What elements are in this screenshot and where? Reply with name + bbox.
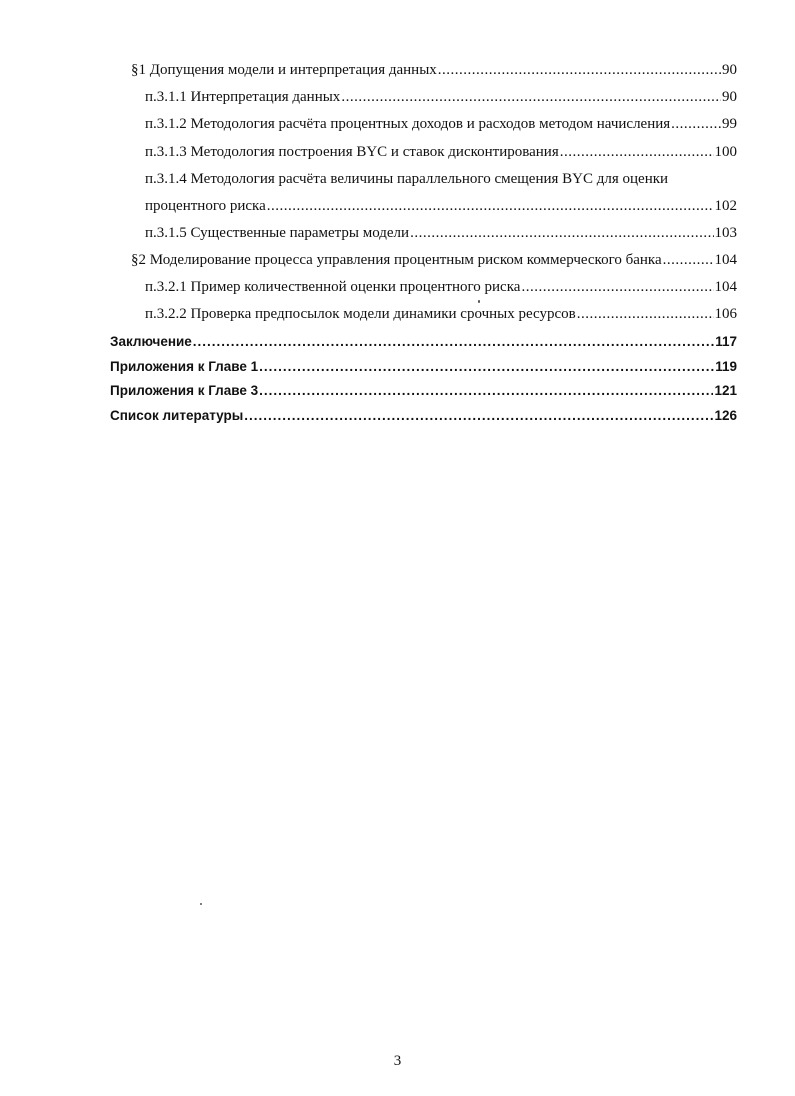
toc-entry-3-1-1[interactable] bbox=[145, 89, 737, 106]
dot-leader bbox=[577, 306, 714, 323]
toc-entry-page: 121 bbox=[714, 383, 737, 398]
dot-leader bbox=[267, 198, 714, 215]
toc-entry-page: 117 bbox=[715, 334, 737, 349]
toc-entry-title: Приложения к Главе 1 bbox=[110, 359, 259, 374]
dot-leader bbox=[193, 334, 714, 349]
toc-entry-3-1-2[interactable] bbox=[145, 116, 737, 133]
toc-entry-page: 100 bbox=[714, 144, 737, 160]
toc-entry-title: §2 Моделирование процесса управления процентным риском коммерческого банка bbox=[131, 252, 662, 268]
toc-entry-page: 104 bbox=[714, 252, 737, 268]
toc-entry-title: п.3.1.1 Интерпретация данных bbox=[145, 89, 341, 105]
toc-entry-page: 90 bbox=[722, 89, 737, 105]
toc-entry-section-1[interactable] bbox=[131, 62, 737, 79]
toc-entry-title: п.3.1.3 Методология построения BYC и ставок дисконтирования bbox=[145, 144, 559, 160]
toc-entry-page: 90 bbox=[722, 62, 737, 78]
toc-entry-page: 106 bbox=[714, 306, 737, 322]
toc-entry-page: 119 bbox=[715, 359, 737, 374]
dot-leader bbox=[671, 116, 721, 133]
dot-leader bbox=[521, 279, 713, 296]
dot-leader bbox=[259, 383, 713, 398]
toc-entry-title: Заключение bbox=[110, 334, 192, 349]
toc-entry-title: п.3.2.1 Пример количественной оценки процентного риска bbox=[145, 279, 521, 295]
toc-entry-title: п.3.1.5 Существенные параметры модели bbox=[145, 225, 410, 241]
dot-leader bbox=[259, 359, 714, 374]
toc-entry-title: §1 Допущения модели и интерпретация данных bbox=[131, 62, 437, 78]
toc-entry-3-2-1[interactable] bbox=[145, 279, 737, 296]
toc-entry-page: 126 bbox=[714, 408, 737, 423]
dot-leader bbox=[438, 62, 721, 79]
toc-entry-page: 104 bbox=[714, 279, 737, 295]
toc-entry-references[interactable] bbox=[110, 408, 737, 423]
dot-leader bbox=[663, 252, 714, 269]
toc-entry-title: процентного риска bbox=[145, 198, 266, 214]
scan-speck bbox=[478, 300, 480, 303]
toc-entry-3-1-4-line1[interactable]: п.3.1.4 Методология расчёта величины параллельного смещения BYC для оценки bbox=[145, 171, 669, 187]
dot-leader bbox=[560, 144, 714, 161]
dot-leader bbox=[244, 408, 713, 423]
toc-entry-title: п.3.2.2 Проверка предпосылок модели динамики срочных ресурсов bbox=[145, 306, 576, 322]
toc-entry-3-1-5[interactable] bbox=[145, 225, 737, 242]
toc-entry-title: Список литературы bbox=[110, 408, 244, 423]
toc-entry-page: 102 bbox=[714, 198, 737, 214]
toc-entry-title: п.3.1.2 Методология расчёта процентных доходов и расходов методом начисления bbox=[145, 116, 671, 132]
toc-entry-page: 103 bbox=[714, 225, 737, 241]
toc-entry-section-2[interactable] bbox=[131, 252, 737, 269]
toc-entry-conclusion[interactable] bbox=[110, 334, 737, 349]
toc-entry-title: Приложения к Главе 3 bbox=[110, 383, 259, 398]
toc-entry-3-1-3[interactable] bbox=[145, 144, 737, 161]
toc-entry-appendix-chapter-3[interactable] bbox=[110, 383, 737, 398]
page-number: 3 bbox=[393, 1053, 402, 1069]
toc-entry-page: 99 bbox=[722, 116, 737, 132]
dot-leader bbox=[341, 89, 721, 106]
toc-entry-3-1-4[interactable] bbox=[145, 198, 737, 215]
scan-speck bbox=[200, 903, 202, 905]
toc-entry-3-2-2[interactable] bbox=[145, 306, 737, 323]
dot-leader bbox=[410, 225, 713, 242]
toc-entry-appendix-chapter-1[interactable] bbox=[110, 359, 737, 374]
